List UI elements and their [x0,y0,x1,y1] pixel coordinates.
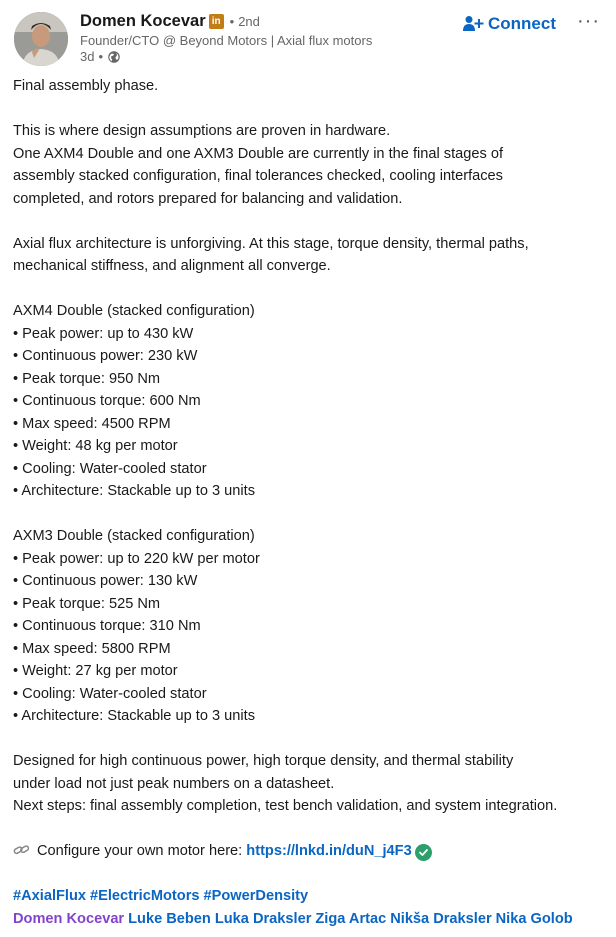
connect-button[interactable] [462,14,556,34]
hashtag-link[interactable]: #ElectricMotors [90,888,200,904]
post-text-line: One AXM4 Double and one AXM3 Double are currently in the final stages of [13,145,503,162]
spec-item: • Architecture: Stackable up to 3 units [13,483,255,499]
post-text-line: assembly stacked configuration, final tolerances checked, cooling interfaces [13,168,503,184]
mentions [13,908,609,931]
author-headline: Founder/CTO @ Beyond Motors | Axial flux motors [80,33,373,48]
post-text-line: under load not just peak numbers on a datasheet. [13,775,335,792]
linkedin-premium-icon: in [209,14,224,29]
author-name[interactable]: Domen Kocevar [80,11,206,30]
spec-item: • Peak power: up to 430 kW [13,325,194,342]
author-meta [80,10,372,64]
post-text-line: This is where design assumptions are proven in hardware. [13,123,391,139]
connection-degree: 2nd [238,13,260,29]
hashtag-link[interactable]: #AxialFlux [13,888,86,904]
configure-link[interactable]: https://lnkd.in/duN_j4F3 [246,843,412,859]
post-intro: Final assembly phase. [13,78,159,94]
verified-check-icon [415,844,432,861]
post-text-line: Designed for high continuous power, high torque density, and thermal stability [13,753,514,769]
mention-link[interactable]: Domen Kocevar [13,910,125,927]
spec-item: • Max speed: 4500 RPM [13,415,171,432]
spec-item: • Continuous torque: 600 Nm [13,393,201,409]
post-time[interactable]: 3d [80,49,95,64]
mention-link[interactable]: Nika Golob [495,910,573,927]
hashtag-link[interactable]: #PowerDensity [203,888,309,904]
spec-item: • Peak power: up to 220 kW per motor [13,550,260,567]
separator-dot: • [98,49,104,64]
add-person-icon [462,15,484,33]
axm4-title: AXM4 Double (stacked configuration) [13,303,255,319]
globe-icon [107,50,121,64]
post-text-line: mechanical stiffness, and alignment all converge. [13,258,331,274]
more-options-icon[interactable]: ··· [577,10,600,32]
avatar[interactable] [14,12,68,66]
spec-item: • Continuous power: 230 kW [13,348,198,364]
mention-link[interactable]: Nikša Draksler [390,910,492,927]
mention-link[interactable]: Ziga Artac [315,910,387,927]
post-text-line: Axial flux architecture is unforgiving. At this stage, torque density, thermal paths, [13,235,529,252]
link-icon [13,842,31,865]
configure-text: Configure your own motor here: [37,843,243,859]
post-text-line: Next steps: final assembly completion, test bench validation, and system integration. [13,798,558,814]
spec-item: • Peak torque: 950 Nm [13,370,161,387]
mention-link[interactable]: Luka Draksler [214,910,312,927]
spec-item: • Continuous torque: 310 Nm [13,618,201,634]
axm3-title: AXM3 Double (stacked configuration) [13,528,255,544]
spec-item: • Continuous power: 130 kW [13,573,198,589]
avatar-photo [14,12,68,66]
spec-item: • Cooling: Water-cooled stator [13,685,207,702]
connect-label: Connect [488,14,556,33]
post-header [14,10,604,68]
spec-item: • Cooling: Water-cooled stator [13,460,207,477]
spec-item: • Weight: 48 kg per motor [13,438,178,454]
spec-item: • Max speed: 5800 RPM [13,640,171,657]
separator-dot: • [229,13,235,29]
hashtags [13,885,609,908]
post-body [13,75,609,930]
configure-line [13,840,609,863]
spec-item: • Architecture: Stackable up to 3 units [13,708,255,724]
post-text-line: completed, and rotors prepared for balancing and validation. [13,190,403,207]
spec-item: • Peak torque: 525 Nm [13,595,161,612]
spec-item: • Weight: 27 kg per motor [13,663,178,679]
mention-link[interactable]: Luke Beben [128,910,211,927]
